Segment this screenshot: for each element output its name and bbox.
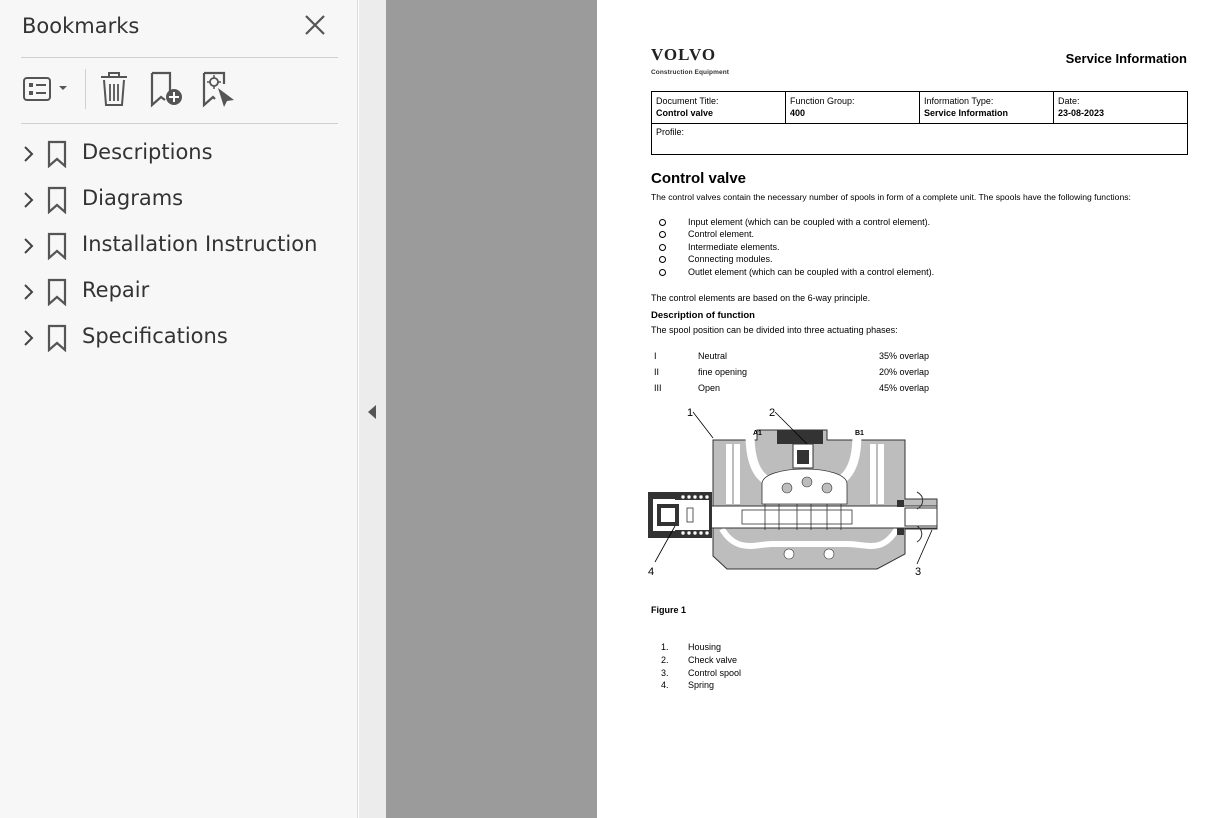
phase-name: Open <box>698 383 721 393</box>
bullet-icon <box>659 256 666 263</box>
chevron-right-icon[interactable] <box>18 280 38 304</box>
panel-title: Bookmarks <box>22 14 140 38</box>
phase-number: II <box>654 367 660 377</box>
callout-4: 4 <box>648 566 655 578</box>
document-page: VOLVO Construction Equipment Service Information Document Title: Control valve Function Group: 400 Information Type: Service Information Date: 23-08-2023 Profile: Control valve The control valves contain the necessary number of spools in form of a complete unit. The spools have the following functions: Input element (which can be coupled with a control element). Control element. Intermediate elements. Connecting modules. Outlet element (which can be coupled with a control element). The control elements are based on the 6-way principle. Description of function The spool position can be divided into three actuating phases: I Neutral 35% overlap II fine opening 20% overlap III Open 45% overlap 1 2 3 4 A1 B1 Figure 1 1. Housing 2. Check valve 3. Control spool 4. Spring <box>597 0 1230 818</box>
info-cell-date <box>1054 92 1187 123</box>
section-text: The spool position can be divided into three actuating phases: <box>651 325 898 335</box>
trash-icon <box>97 70 131 108</box>
logo-subtitle: Construction Equipment <box>651 69 730 76</box>
bookmark-label: Diagrams <box>82 186 184 210</box>
toolbar-separator <box>85 69 86 109</box>
bookmark-item-descriptions[interactable] <box>14 134 344 174</box>
info-label: Date: <box>1058 96 1080 106</box>
phase-overlap: 20% overlap <box>879 367 930 377</box>
bookmark-label: Descriptions <box>82 140 213 164</box>
bookmark-icon <box>46 324 68 352</box>
bullet-icon <box>659 244 666 251</box>
info-value: Control valve <box>656 108 714 118</box>
phase-number: III <box>654 383 662 393</box>
add-bookmark-button[interactable] <box>148 70 186 108</box>
phase-number: I <box>654 351 657 361</box>
list-options-icon <box>22 70 72 108</box>
bookmark-select-icon <box>200 70 238 108</box>
bookmark-icon <box>46 140 68 168</box>
svg-text:VOLVO: VOLVO <box>651 46 717 62</box>
bullet-icon <box>659 219 666 226</box>
document-info-table <box>651 91 1188 155</box>
section-heading: Description of function <box>651 310 755 321</box>
callout-2: 2 <box>769 407 776 419</box>
new-bookmark-from-selection-button[interactable] <box>200 70 238 108</box>
bookmark-item-diagrams[interactable] <box>14 180 344 220</box>
phase-overlap: 35% overlap <box>879 351 930 361</box>
add-bookmark-icon <box>148 70 186 108</box>
phase-row <box>651 383 951 397</box>
info-value: Service Information <box>924 108 1009 118</box>
info-cell-function-group <box>786 92 920 123</box>
bullet-icon <box>659 231 666 238</box>
info-label: Function Group: <box>790 96 855 106</box>
collapse-arrow-icon[interactable] <box>367 404 377 420</box>
callout-1: 1 <box>687 407 694 419</box>
port-label-b1: B1 <box>855 430 864 437</box>
bookmark-icon <box>46 186 68 214</box>
phase-name: fine opening <box>698 367 748 377</box>
figure-caption: Figure 1 <box>651 605 687 615</box>
bookmark-item-specifications[interactable] <box>14 318 344 358</box>
bookmark-options-button[interactable] <box>22 70 72 108</box>
delete-bookmark-button[interactable] <box>97 70 131 108</box>
info-label: Document Title: <box>656 96 719 106</box>
phase-row <box>651 367 951 381</box>
bookmark-label: Installation Instruction <box>82 232 318 256</box>
close-panel-button[interactable] <box>300 10 330 40</box>
bookmark-label: Specifications <box>82 324 228 348</box>
bullet-icon <box>659 269 666 276</box>
chevron-right-icon[interactable] <box>18 326 38 350</box>
document-gutter <box>386 0 597 818</box>
intro-paragraph: The control valves contain the necessary number of spools in form of a complete unit. The spools have the following functions: <box>651 192 1131 202</box>
phase-overlap: 45% overlap <box>879 383 930 393</box>
close-icon <box>300 10 330 40</box>
info-cell-title <box>652 92 786 123</box>
bookmark-icon <box>46 232 68 260</box>
phase-row <box>651 351 951 365</box>
info-value: 400 <box>790 108 806 118</box>
info-value: 23-08-2023 <box>1058 108 1105 118</box>
bookmark-icon <box>46 278 68 306</box>
divider <box>21 123 338 124</box>
phase-name: Neutral <box>698 351 728 361</box>
service-info-title: Service Information <box>1065 51 1187 66</box>
info-cell-info-type <box>920 92 1054 123</box>
callout-3: 3 <box>915 566 922 578</box>
document-heading: Control valve <box>651 170 747 187</box>
bookmark-item-installation-instruction[interactable] <box>14 226 344 266</box>
principle-text: The control elements are based on the 6-way principle. <box>651 293 871 303</box>
chevron-right-icon[interactable] <box>18 188 38 212</box>
chevron-right-icon[interactable] <box>18 234 38 258</box>
port-label-a1: A1 <box>753 430 762 437</box>
bookmark-item-repair[interactable] <box>14 272 344 312</box>
info-label: Information Type: <box>924 96 994 106</box>
divider <box>21 57 338 58</box>
bookmark-label: Repair <box>82 278 150 302</box>
info-cell-profile: Profile: <box>652 123 1187 154</box>
control-valve-diagram <box>647 404 952 584</box>
chevron-right-icon[interactable] <box>18 142 38 166</box>
volvo-logo <box>651 46 731 62</box>
bookmarks-panel <box>0 0 358 818</box>
